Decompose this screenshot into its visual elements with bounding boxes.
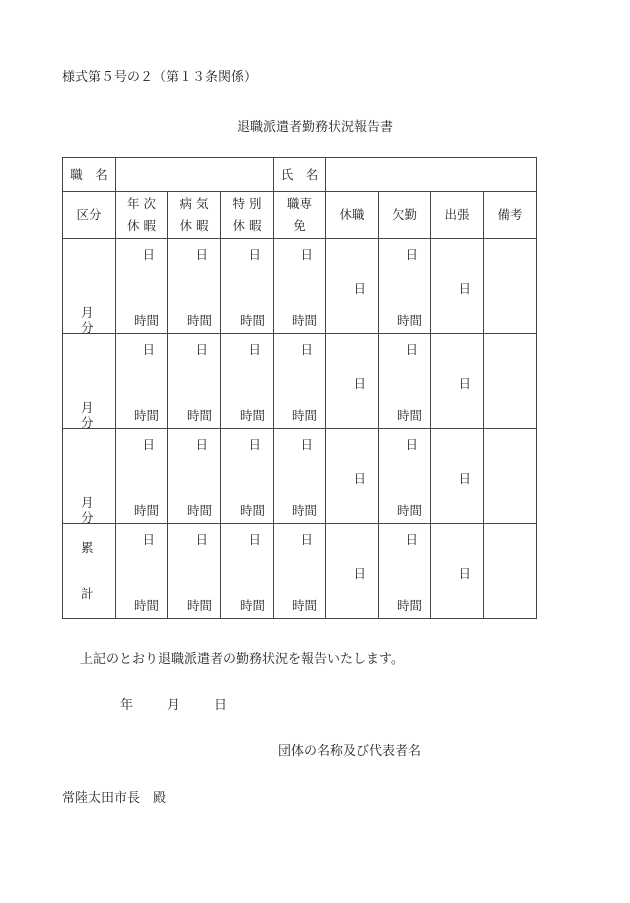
cell-shutcho[interactable]: 日 [431,334,484,429]
cell-shutcho[interactable]: 日 [431,429,484,524]
cell-biko[interactable] [484,239,537,334]
cell-shokusenmen[interactable]: 日 時間 [274,334,326,429]
table-row: 月 分 日 時間 日 時間 日 時間 日 時間 日 日 時間 日 [63,429,537,524]
date-line [120,694,227,713]
cell-kyushoku[interactable]: 日 [326,524,379,619]
shokumei-value-cell[interactable] [116,158,274,192]
cell-biko[interactable] [484,429,537,524]
cell-byoki[interactable]: 日 時間 [168,334,221,429]
cell-byoki[interactable]: 日 時間 [168,429,221,524]
cell-kekkin[interactable]: 日 時間 [379,524,431,619]
col-header-tokubetsu: 特 別 休 暇 [221,192,274,239]
cell-tokubetsu[interactable]: 日 時間 [221,429,274,524]
col-header-byoki: 病 気 休 暇 [168,192,221,239]
col-header-kyushoku: 休職 [326,192,379,239]
date-month: 月 [167,698,181,713]
shimei-value-cell[interactable] [326,158,537,192]
cell-kyushoku[interactable]: 日 [326,429,379,524]
cell-kyushoku[interactable]: 日 [326,334,379,429]
report-table [62,157,537,619]
cell-kekkin[interactable]: 日 時間 [379,429,431,524]
kubun-header: 区分 [63,192,116,239]
date-day: 日 [214,698,228,713]
cell-biko[interactable] [484,334,537,429]
form-number: 様式第５号の２（第１３条関係） [62,70,258,85]
cell-byoki[interactable]: 日 時間 [168,239,221,334]
cell-shokusenmen[interactable]: 日 時間 [274,429,326,524]
table-row: 月 分 日 時間 日 時間 日 時間 日 時間 日 日 時間 日 [63,334,537,429]
col-header-kekkin: 欠勤 [379,192,431,239]
cell-tokubetsu[interactable]: 日 時間 [221,239,274,334]
cell-nenji[interactable]: 日 時間 [116,334,168,429]
cell-nenji[interactable]: 日 時間 [116,239,168,334]
col-header-shokusenmen: 職専 免 [274,192,326,239]
table-row-total: 累 計 日 時間 日 時間 日 時間 日 時間 日 日 時間 日 [63,524,537,619]
cell-kekkin[interactable]: 日 時間 [379,334,431,429]
report-statement: 上記のとおり退職派遣者の勤務状況を報告いたします。 [80,652,404,667]
col-header-biko: 備考 [484,192,537,239]
cell-tokubetsu[interactable]: 日 時間 [221,334,274,429]
document-title: 退職派遣者勤務状況報告書 [236,120,393,135]
cell-nenji[interactable]: 日 時間 [116,524,168,619]
cell-byoki[interactable]: 日 時間 [168,524,221,619]
date-year: 年 [120,698,134,713]
cell-kekkin[interactable]: 日 時間 [379,239,431,334]
cell-shutcho[interactable]: 日 [431,524,484,619]
cell-kyushoku[interactable]: 日 [326,239,379,334]
shokumei-label-cell: 職 名 [63,158,116,192]
col-header-shutcho: 出張 [431,192,484,239]
cell-nenji[interactable]: 日 時間 [116,429,168,524]
shimei-label-cell: 氏 名 [274,158,326,192]
addressee: 常陸太田市長 殿 [62,791,167,806]
col-header-nenji: 年 次 休 暇 [116,192,168,239]
cell-shutcho[interactable]: 日 [431,239,484,334]
cell-shokusenmen[interactable]: 日 時間 [274,524,326,619]
cell-shokusenmen[interactable]: 日 時間 [274,239,326,334]
cell-tokubetsu[interactable]: 日 時間 [221,524,274,619]
organization-label: 団体の名称及び代表者名 [278,744,422,759]
table-row: 月 分 日 時間 日 時間 日 時間 日 時間 日 日 時間 日 [63,239,537,334]
cell-biko[interactable] [484,524,537,619]
